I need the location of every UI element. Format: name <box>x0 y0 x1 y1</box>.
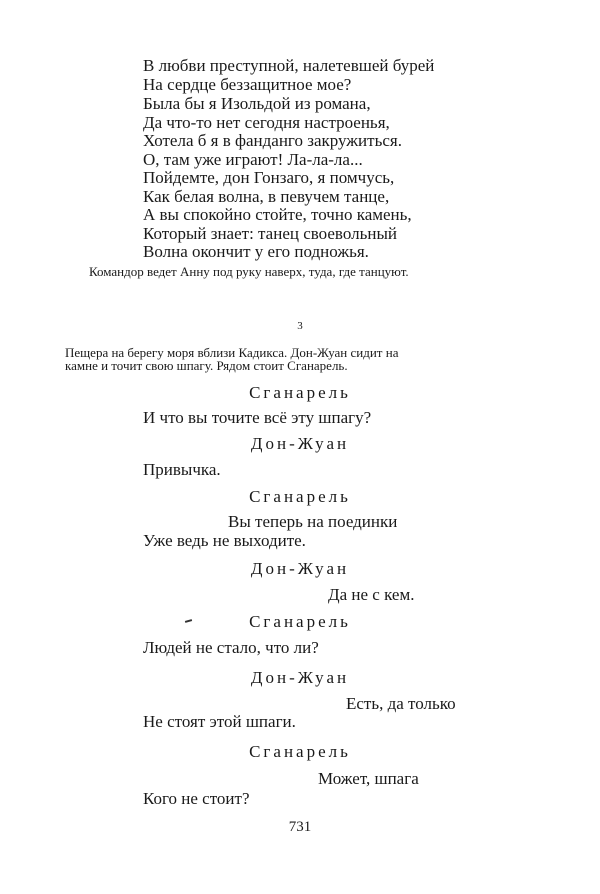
speaker-name: Сганарель <box>249 487 351 506</box>
speaker-name: Дон-Жуан <box>250 434 350 453</box>
verse-line: Пойдемте, дон Гонзаго, я помчусь, <box>143 168 395 187</box>
speaker-name: Сганарель <box>249 383 351 402</box>
dialogue-line: Не стоят этой шпаги. <box>143 712 296 731</box>
verse-line: А вы спокойно стойте, точно камень, <box>143 205 412 224</box>
dialogue-line: Людей не стало, что ли? <box>143 638 319 657</box>
scene-description-line: камне и точит свою шпагу. Рядом стоит Сганарель. <box>65 358 348 373</box>
dialogue-line: Да не с кем. <box>328 585 415 604</box>
dialogue-line: Есть, да только <box>346 694 456 713</box>
speaker-name: Дон-Жуан <box>250 559 350 578</box>
verse-line: В любви преступной, налетевшей бурей <box>143 56 435 75</box>
speaker-name: Сганарель <box>249 612 351 631</box>
verse-line: Хотела б я в фанданго закружиться. <box>143 131 402 150</box>
speaker-name: Дон-Жуан <box>250 668 350 687</box>
dialogue-line: Может, шпага <box>318 769 419 788</box>
verse-line: Который знает: танец своевольный <box>143 224 397 243</box>
speaker-name: Сганарель <box>249 742 351 761</box>
page-number: 731 <box>288 819 312 835</box>
verse-line: Волна окончит у его подножья. <box>143 242 369 261</box>
dialogue-line: Привычка. <box>143 460 221 479</box>
verse-line: О, там уже играют! Ла-ла-ла... <box>143 150 363 169</box>
scene-description-line: Пещера на берегу моря вблизи Кадикса. Дон-Жуан сидит на <box>65 345 399 360</box>
stage-direction: Командор ведет Анну под руку наверх, туда, где танцуют. <box>89 264 409 279</box>
dialogue-line: Уже ведь не выходите. <box>143 531 306 550</box>
verse-line: Да что-то нет сегодня настроенья, <box>143 113 390 132</box>
dialogue-line: Кого не стоит? <box>143 789 250 808</box>
verse-line: Была бы я Изольдой из романа, <box>143 94 371 113</box>
scene-number: 3 <box>297 320 303 332</box>
dialogue-line: Вы теперь на поединки <box>228 512 398 531</box>
dialogue-line: И что вы точите всё эту шпагу? <box>143 408 372 427</box>
verse-line: На сердце беззащитное мое? <box>143 75 352 94</box>
verse-line: Как белая волна, в певучем танце, <box>143 187 390 206</box>
